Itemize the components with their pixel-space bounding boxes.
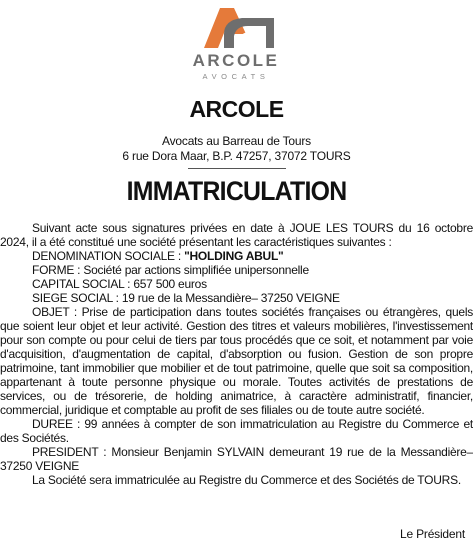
notice-body bbox=[0, 221, 473, 487]
denomination-value: "HOLDING ABUL" bbox=[184, 249, 284, 263]
firm-name: ARCOLE bbox=[189, 96, 284, 122]
siege-line: SIEGE SOCIAL : 19 rue de la Messandière– 37250 VEIGNE bbox=[32, 291, 340, 305]
intro-paragraph: Suivant acte sous signatures privées en date à JOUE LES TOURS du 16 octobre 2024, il a été constitué une société présentant les caractéristiques suivantes : bbox=[0, 221, 473, 249]
denomination-line bbox=[0, 249, 473, 263]
arch-icon bbox=[186, 4, 286, 52]
firm-bar-line: Avocats au Barreau de Tours bbox=[162, 134, 311, 148]
duree-paragraph: DUREE : 99 années à compter de son immatriculation au Registre du Commerce et des Sociétés. bbox=[0, 417, 473, 445]
forme-line: FORME : Société par actions simplifiée unipersonnelle bbox=[32, 263, 309, 277]
logo-subtitle: AVOCATS bbox=[202, 72, 270, 81]
divider bbox=[188, 168, 286, 169]
firm-address: 6 rue Dora Maar, B.P. 47257, 37072 TOURS bbox=[122, 149, 351, 163]
president-paragraph: PRESIDENT : Monsieur Benjamin SYLVAIN demeurant 19 rue de la Messandière– 37250 VEIGNE bbox=[0, 445, 473, 473]
registre-paragraph: La Société sera immatriculée au Registre du Commerce et des Sociétés de TOURS. bbox=[32, 473, 461, 487]
logo-wordmark: ARCOLE bbox=[192, 51, 280, 70]
capital-line: CAPITAL SOCIAL : 657 500 euros bbox=[32, 277, 207, 291]
notice-title: IMMATRICULATION bbox=[126, 176, 347, 206]
signature: Le Président bbox=[400, 527, 465, 541]
denomination-label: DENOMINATION SOCIALE : bbox=[32, 249, 181, 263]
objet-paragraph: OBJET : Prise de participation dans toutes sociétés françaises ou étrangères, quels que soient leur objet et leur activité. Gestion des titres et valeurs mobilières, l'investissement pour son compte ou pour celui de tiers par tous procédés que ce soit, et notamment par voie d'acquisition, d'augmentation de capital, d'absorption ou fusion. Gestion de son propre patrimoine, tant immobilier que mobilier et de tout patrimoine, quelle que soit sa composition, appartenant à toute personne physique ou morale. Toutes activités de prestations de services, ou de trésorerie, de holding animatrice, à caractère administratif, financier, commercial, juridique et comptable au profit de ses filiales ou de toute autre société. bbox=[0, 305, 473, 417]
arcole-logo bbox=[186, 4, 286, 86]
